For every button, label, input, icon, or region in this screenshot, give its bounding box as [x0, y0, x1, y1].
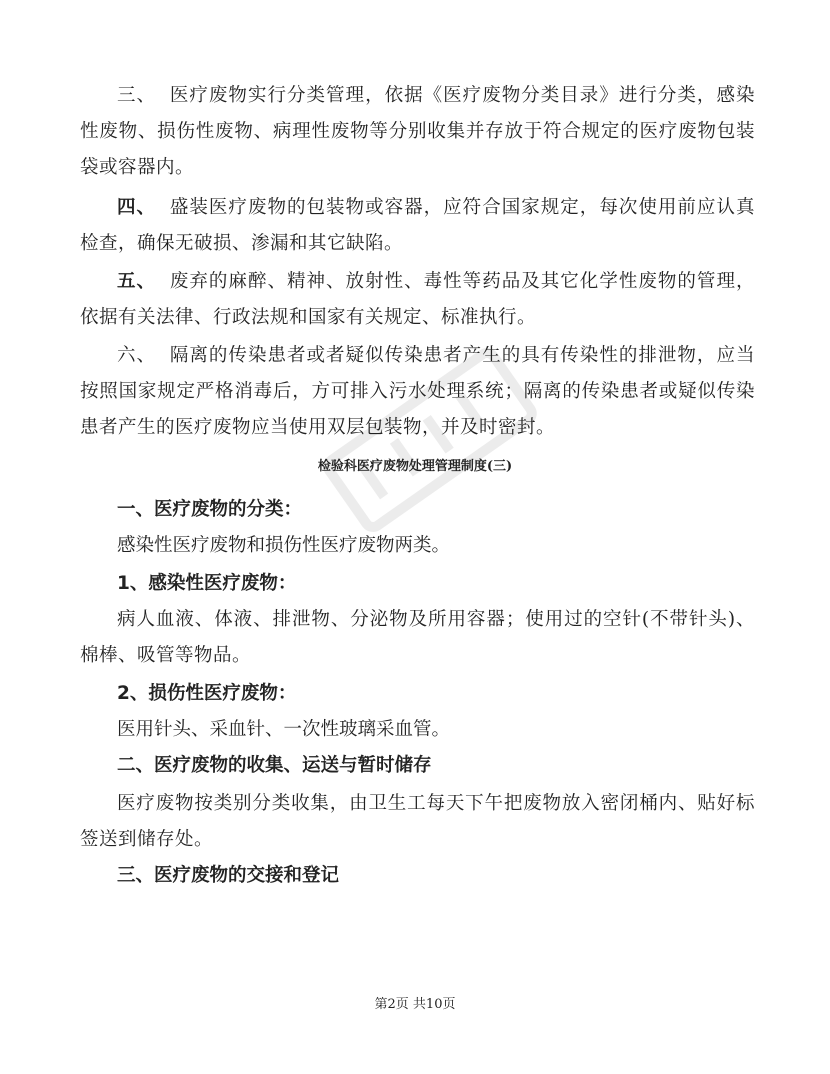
part1-text: 感染性医疗废物和损伤性医疗废物两类。	[117, 535, 451, 556]
part2-text: 医疗废物按类别分类收集，由卫生工每天下午把废物放入密闭桶内、贴好标签送到储存处。	[80, 793, 755, 850]
part1-sub1-text: 病人血液、体液、排泄物、分泌物及所用容器；使用过的空针(不带针头)、棉棒、吸管等物品。	[80, 609, 755, 666]
part1-sub1-heading: 1、感染性医疗废物：	[117, 573, 297, 594]
rule-item-5-number: 五、	[117, 271, 157, 292]
rule-item-3-number: 三、	[117, 85, 157, 106]
page-footer: 第2页 共10页	[374, 997, 456, 1012]
part1-sub2-text: 医用针头、采血针、一次性玻璃采血管。	[117, 719, 451, 740]
rule-item-4-number: 四、	[117, 197, 157, 218]
part1-heading: 一、医疗废物的分类：	[117, 499, 303, 520]
rule-item-5	[80, 264, 755, 336]
rule-item-3	[80, 78, 755, 186]
part1-sub2-heading: 2、损伤性医疗废物：	[117, 683, 297, 704]
rule-item-4	[80, 190, 755, 262]
rule-item-6-number: 六、	[117, 345, 157, 366]
rule-item-4-text: 盛装医疗废物的包装物或容器，应符合国家规定，每次使用前应认真检查，确保无破损、渗漏和其它缺陷。	[80, 197, 755, 254]
rule-item-3-text: 医疗废物实行分类管理，依据《医疗废物分类目录》进行分类，感染性废物、损伤性废物、病理性废物等分别收集并存放于符合规定的医疗废物包装袋或容器内。	[80, 85, 755, 178]
document-subtitle: 检验科医疗废物处理管理制度(三)	[317, 459, 513, 474]
rule-item-5-text: 废弃的麻醉、精神、放射性、毒性等药品及其它化学性废物的管理，依据有关法律、行政法规和国家有关规定、标准执行。	[80, 271, 755, 328]
rule-item-6	[80, 338, 755, 446]
rule-item-6-text: 隔离的传染患者或者疑似传染患者产生的具有传染性的排泄物，应当按照国家规定严格消毒后，方可排入污水处理系统；隔离的传染患者或疑似传染患者产生的医疗废物应当使用双层包装物，并及时密封。	[80, 345, 755, 438]
part3-heading: 三、医疗废物的交接和登记	[117, 865, 340, 886]
part2-heading: 二、医疗废物的收集、运送与暂时储存	[117, 755, 432, 776]
